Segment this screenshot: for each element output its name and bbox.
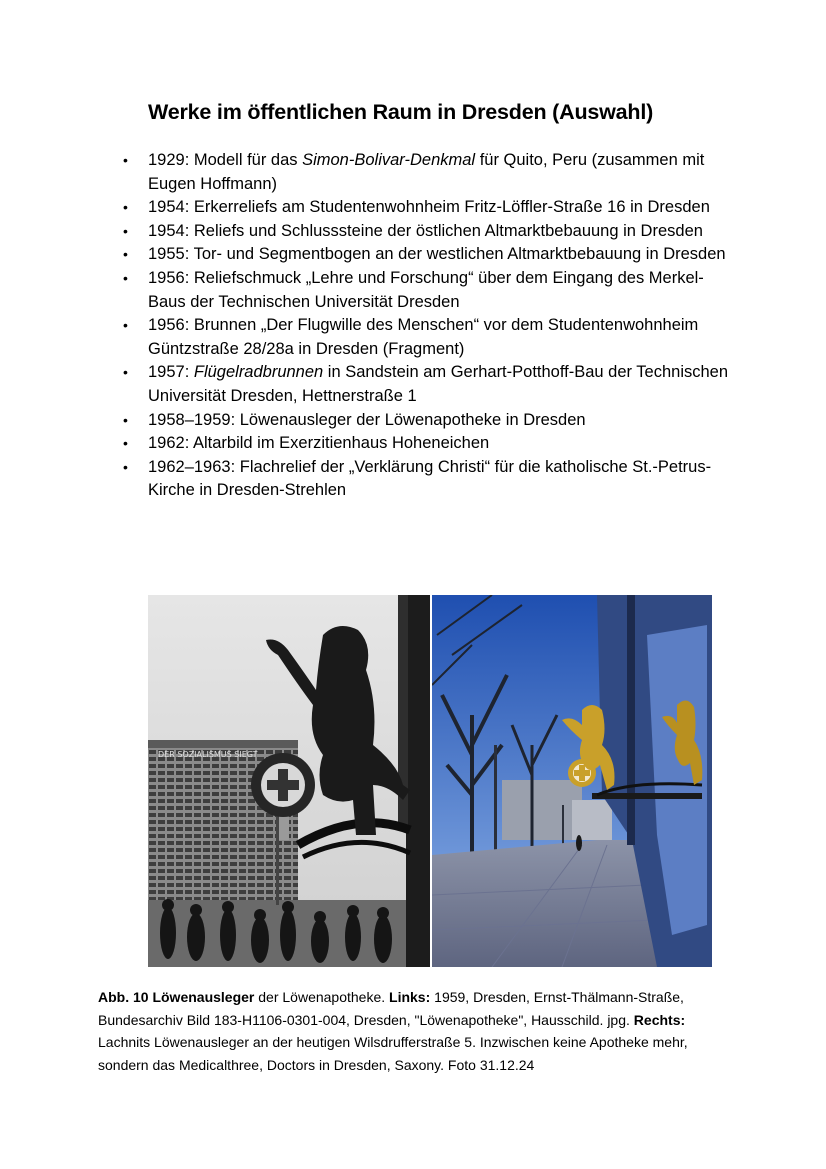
bullet-icon: • — [123, 364, 128, 381]
bullet-icon: • — [123, 411, 128, 428]
list-item: • 1962: Altarbild im Exerzitienhaus Hoheneichen — [148, 432, 738, 456]
caption-links-label: Links: — [389, 989, 431, 1005]
caption-label: Abb. 10 Löwenausleger — [98, 989, 255, 1005]
photo-historic-lion-sign — [148, 595, 430, 967]
list-item: • 1954: Erkerreliefs am Studentenwohnheim Fritz-Löffler-Straße 16 in Dresden — [148, 196, 738, 220]
bullet-icon: • — [123, 246, 128, 263]
building-sign-text: DER SOZIALISMUS SIEGT — [158, 750, 258, 759]
photo-modern-lion-sign — [432, 595, 712, 967]
caption-rechts-label: Rechts: — [633, 1011, 686, 1028]
figure-photos — [148, 595, 712, 967]
list-item: • 1957: Flügelradbrunnen in Sandstein am Gerhart-Potthoff-Bau der Technischen Universität Dresden, Hettnerstraße 1 — [123, 363, 729, 405]
bullet-icon: • — [123, 269, 128, 286]
page-title: Werke im öffentlichen Raum in Dresden (Auswahl) — [148, 100, 654, 124]
figure-caption: Abb. 10 Löwenausleger der Löwenapotheke. Links: 1959, Dresden, Ernst-Thälmann-Straße, Bundesarchiv Bild 183-H1106-0301-004, Dresden, "Löwenapotheke", Hausschild. jpg. Rechts: Lachnits Löwenausleger an der heutigen Wilsdrufferstraße 5. Inzwischen keine Apotheke mehr, sondern das Medicalthree, Doctors in Dresden, Saxony. Foto 31.12.24 — [98, 989, 688, 1073]
list-item: • 1958–1959: Löwenausleger der Löwenapotheke in Dresden — [148, 409, 738, 433]
bullet-icon: • — [123, 152, 128, 168]
bullet-icon: • — [123, 317, 128, 334]
bullet-icon: • — [123, 222, 128, 239]
list-item: • 1962–1963: Flachrelief der „Verklärung Christi“ für die katholische St.-Petrus-Kirche in Dresden-Strehlen — [123, 457, 712, 500]
bullet-icon: • — [123, 458, 128, 475]
list-item: • 1954: Reliefs und Schlusssteine der östlichen Altmarktbebauung in Dresden — [148, 220, 738, 244]
list-item: • 1955: Tor- und Segmentbogen an der westlichen Altmarktbebauung in Dresden — [148, 243, 738, 267]
bullet-icon: • — [123, 435, 128, 452]
list-item: • 1956: Brunnen „Der Flugwille des Menschen“ vor dem Studentenwohnheim Güntzstraße 28/28a in Dresden (Fragment) — [123, 316, 699, 358]
works-list — [123, 149, 738, 503]
list-item: • 1929: Modell für das Simon-Bolivar-Denkmal für Quito, Peru (zusammen mit Eugen Hoffmann) — [123, 151, 705, 193]
bullet-icon: • — [123, 199, 128, 216]
list-item: • 1956: Reliefschmuck „Lehre und Forschung“ über dem Eingang des Merkel-Baus der Technischen Universität Dresden — [123, 268, 704, 311]
